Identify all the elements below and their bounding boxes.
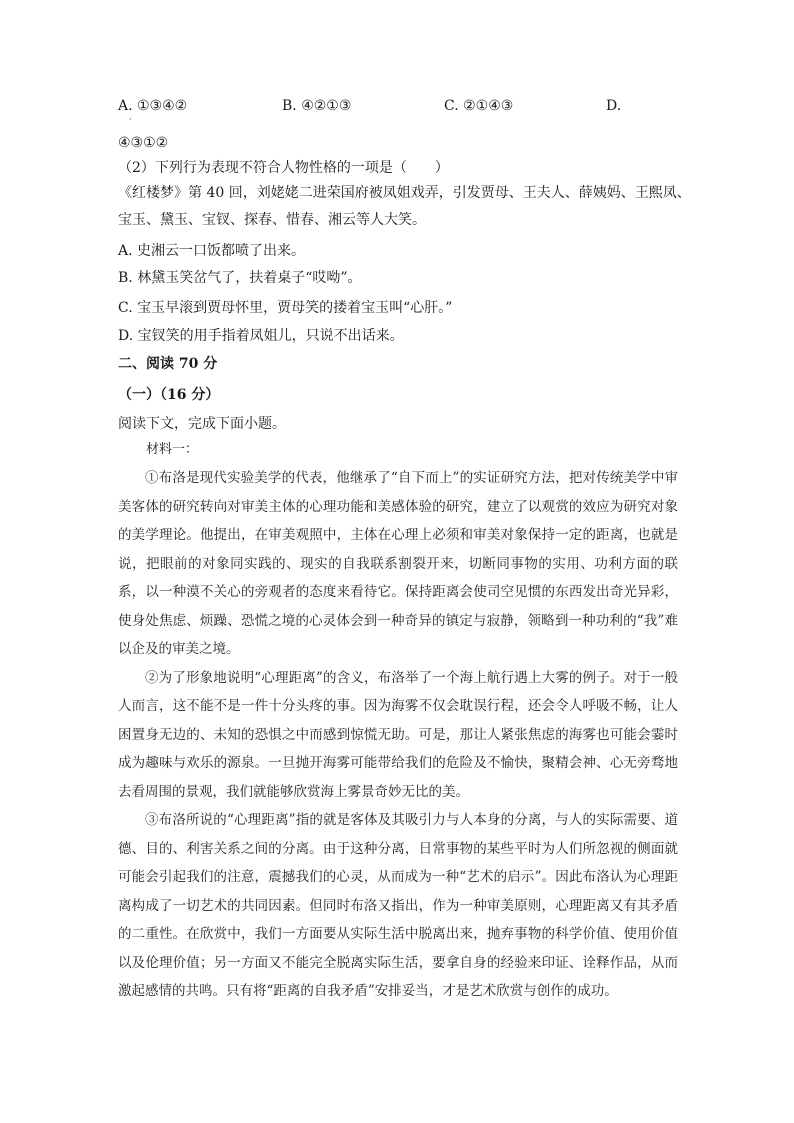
- section-subheading: （一）（16 分）: [118, 387, 220, 403]
- question-2-context-1: 《红楼梦》第 40 回，刘姥姥二进荣国府被凤姐戏弄，引发贾母、王夫人、薛姨妈、王熙凤、: [118, 185, 691, 201]
- section-instruction: 阅读下文，完成下面小题。: [118, 416, 286, 432]
- option-d: D.: [606, 98, 622, 114]
- section-heading: 二、阅读 70 分: [118, 356, 218, 372]
- option-b: B. ④②①③: [282, 98, 352, 114]
- question-2-option-b: B. 林黛玉笑岔气了，扶着桌子“哎呦”。: [118, 270, 362, 286]
- question-2-option-a: A. 史湘云一口饭都喷了出来。: [118, 243, 306, 259]
- passage-paragraph-3: ③布洛所说的“心理距离”指的就是客体及其吸引力与人本身的分离，与人的实际需要、道德、目的、利害关系之间的分离。由于这种分离，日常事物的某些平时为人们所忽视的侧面就可能会引起我们的注意，震撼我们的心灵，从而成为一种“艺术的启示”。因此布洛认为心理距离构成了一切艺术的共同因素。但同时布洛又指出，作为一种审美原则，心理距离又有其矛盾的二重性。在欣赏中，我们一方面要从实际生活中脱离出来，抛弃事物的科学价值、使用价值以及伦理价值；另一方面又不能完全脱离实际生活，要拿自身的经验来印证、诠释作品，从而激起感情的共鸣。只有将“距离的自我矛盾”安排妥当，才是艺术欣赏与创作的成功。: [118, 812, 678, 999]
- option-d-wrap: ④③①②: [118, 135, 169, 151]
- material-label: 材料一：: [146, 442, 199, 457]
- passage-paragraph-1: ①布洛是现代实验美学的代表，他继承了“自下而上”的实证研究方法，把对传统美学中审美客体的研究转向对审美主体的心理功能和美感体验的研究，建立了以观赏的效应为研究对象的美学理论。他提出，在审美观照中，主体在心理上必须和审美对象保持一定的距离，也就是说，把眼前的对象同实践的、现实的自我联系割裂开来，切断同事物的实用、功利方面的联系，以一种漠不关心的旁观者的态度来看待它。保持距离会使司空见惯的东西发出奇光异彩，使身处焦虑、烦躁、恐慌之境的心灵体会到一种奇异的镇定与寂静，领略到一种功利的“我”难以企及的审美之境。: [118, 470, 678, 657]
- passage: [118, 464, 678, 1006]
- question-2-option-c: C. 宝玉早滚到贾母怀里，贾母笑的搂着宝玉叫“心肝。”: [118, 300, 453, 316]
- question-2-stem: （2）下列行为表现不符合人物性格的一项是（ ）: [118, 160, 449, 176]
- passage-paragraph-2: ②为了形象地说明“心理距离”的含义，布洛举了一个海上航行遇上大雾的例子。对于一般人而言，这不能不是一件十分头疼的事。因为海雾不仅会耽误行程，还会令人呼吸不畅，让人困置身无边的、未知的恐惧之中而感到惊慌无助。可是，那让人紧张焦虑的海雾也可能会霎时成为趣味与欢乐的源泉。一旦抛开海雾可能带给我们的危险及不愉快，聚精会神、心无旁骛地去看周围的景观，我们就能够欣赏海上雾景奇妙无比的美。: [118, 669, 678, 800]
- question-2-option-d: D. 宝钗笑的用手指着凤姐儿，只说不出话来。: [118, 328, 404, 344]
- underline-dot: ·: [129, 115, 132, 124]
- option-c: C. ②①④③: [444, 98, 514, 114]
- option-a: A. ①③④②: [118, 98, 188, 114]
- question-2-context-2: 宝玉、黛玉、宝钗、探春、惜春、湘云等人大笑。: [118, 212, 426, 228]
